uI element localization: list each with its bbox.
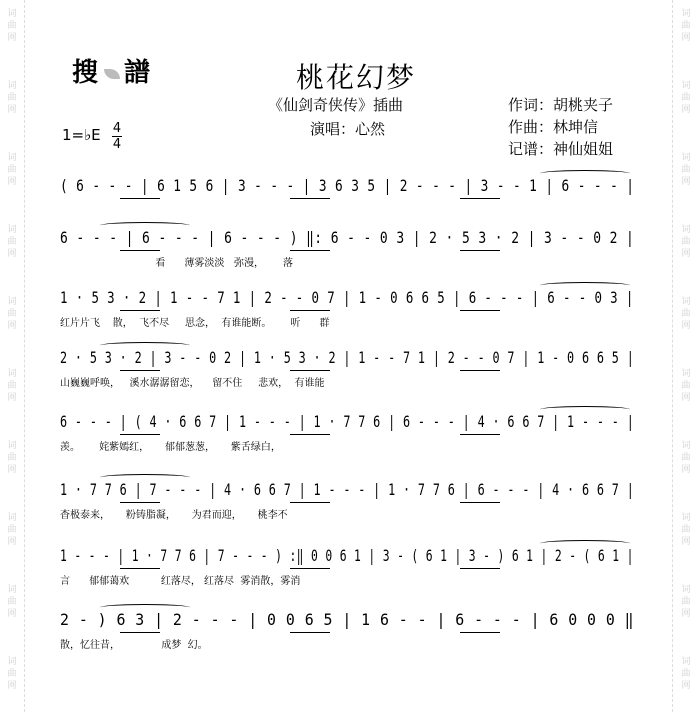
score-row-lyrics: 看 薄雾淡淡 弥漫， 落 <box>60 258 294 269</box>
watermark-group <box>7 584 16 620</box>
watermark-char: 曲 <box>7 309 17 319</box>
beam-line <box>460 250 500 251</box>
score-row-notes: 1 · 5 3 · 2 | 1 - - 7 1 | 2 - - 0 7 | 1 - 0 6 6 5 | 6 - - - | 6 - - 0 3 | <box>60 288 634 307</box>
watermark-group <box>7 440 16 476</box>
tie-mark <box>100 222 190 229</box>
watermark-char: 曲 <box>7 597 17 607</box>
watermark-char: 词 <box>7 513 17 523</box>
logo-right-text: 譜 <box>124 58 153 88</box>
watermark-char: 网 <box>7 321 17 331</box>
watermark-char: 曲 <box>681 237 691 247</box>
watermark-group <box>7 152 16 188</box>
logo <box>72 52 152 89</box>
tie-mark <box>540 406 630 413</box>
watermark-char: 网 <box>681 465 691 475</box>
watermark-left <box>3 0 21 712</box>
beam-line <box>120 198 160 199</box>
score-row-notes: 1 · 7 7 6 | 7 - - - | 4 · 6 6 7 | 1 - - - | 1 · 7 7 6 | 6 - - - | 4 · 6 6 7 | <box>60 480 635 499</box>
watermark-char: 词 <box>7 297 17 307</box>
key-signature: 1=♭E <box>62 126 101 144</box>
watermark-char: 曲 <box>681 597 691 607</box>
watermark-char: 词 <box>7 369 17 379</box>
watermark-group <box>681 8 690 44</box>
watermark-group <box>681 368 690 404</box>
watermark-char: 词 <box>681 9 691 19</box>
watermark-group <box>7 8 16 44</box>
beam-line <box>460 198 500 199</box>
watermark-char: 网 <box>7 177 17 187</box>
score-row-lyrics: 散，忆往昔， 成梦 幻。 <box>60 640 208 651</box>
beam-line <box>460 632 500 633</box>
score-row-lyrics: 言 郁郁蔼欢 红落尽， 红落尽 雾消散，雾消 <box>60 576 301 587</box>
watermark-char: 词 <box>681 369 691 379</box>
watermark-char: 曲 <box>681 453 691 463</box>
watermark-char: 词 <box>7 657 17 667</box>
beam-line <box>290 310 330 311</box>
beam-line <box>290 632 330 633</box>
tie-mark <box>540 170 630 177</box>
watermark-char: 词 <box>681 657 691 667</box>
right-margin-line <box>672 0 673 712</box>
beam-line <box>120 434 160 435</box>
score-row-lyrics: 杳极泰来， 粉铸脂凝， 为君而迎， 桃李不 <box>60 510 288 521</box>
time-signature-top: 4 <box>112 121 122 136</box>
tie-mark <box>100 604 190 611</box>
watermark-char: 曲 <box>681 21 691 31</box>
watermark-group <box>7 224 16 260</box>
time-signature-bottom: 4 <box>112 137 122 152</box>
watermark-char: 词 <box>7 225 17 235</box>
watermark-char: 词 <box>681 297 691 307</box>
beam-line <box>460 568 500 569</box>
logo-left-text: 搜 <box>72 58 101 88</box>
watermark-char: 词 <box>681 81 691 91</box>
watermark-char: 曲 <box>7 525 17 535</box>
watermark-group <box>7 296 16 332</box>
score-row-notes: 6 - - - | 6 - - - | 6 - - - ) ‖: 6 - - 0 3 | 2 · 5 3 · 2 | 3 - - 0 2 | <box>60 228 635 247</box>
watermark-char: 网 <box>681 33 691 43</box>
watermark-char: 曲 <box>7 93 17 103</box>
watermark-right <box>677 0 695 712</box>
watermark-char: 网 <box>7 33 17 43</box>
watermark-char: 网 <box>681 393 691 403</box>
watermark-char: 网 <box>681 609 691 619</box>
watermark-group <box>681 440 690 476</box>
watermark-char: 网 <box>681 321 691 331</box>
watermark-group <box>681 584 690 620</box>
watermark-char: 网 <box>7 609 17 619</box>
tie-mark <box>100 474 190 481</box>
watermark-char: 曲 <box>7 21 17 31</box>
time-signature <box>112 122 122 151</box>
watermark-char: 曲 <box>681 381 691 391</box>
watermark-char: 网 <box>7 393 17 403</box>
watermark-char: 词 <box>681 513 691 523</box>
singer: 演唱：心然 <box>310 120 386 138</box>
watermark-char: 网 <box>7 249 17 259</box>
watermark-group <box>681 512 690 548</box>
watermark-char: 词 <box>7 441 17 451</box>
beam-line <box>290 434 330 435</box>
score-row-notes: 6 - - - | ( 4 · 6 6 7 | 1 - - - | 1 · 7 7 6 | 6 - - - | 4 · 6 6 7 | 1 - - - | <box>60 412 635 431</box>
tie-mark <box>100 342 190 349</box>
beam-line <box>120 370 160 371</box>
watermark-char: 词 <box>681 225 691 235</box>
watermark-char: 曲 <box>7 381 17 391</box>
watermark-char: 曲 <box>681 669 691 679</box>
beam-line <box>120 310 160 311</box>
watermark-group <box>7 656 16 692</box>
watermark-char: 曲 <box>681 165 691 175</box>
watermark-group <box>7 80 16 116</box>
watermark-char: 词 <box>681 585 691 595</box>
tie-mark <box>540 540 630 547</box>
transcriber: 记谱：神仙姐姐 <box>508 140 614 158</box>
lyricist: 作词：胡桃夹子 <box>508 96 614 114</box>
watermark-char: 词 <box>681 153 691 163</box>
beam-line <box>460 370 500 371</box>
watermark-group <box>681 80 690 116</box>
watermark-group <box>7 512 16 548</box>
watermark-group <box>681 152 690 188</box>
watermark-char: 词 <box>7 585 17 595</box>
watermark-char: 网 <box>7 465 17 475</box>
score-row-lyrics: 羡。 姹紫嫣红， 郁郁葱葱， 紫舌绿白， <box>60 442 281 453</box>
watermark-char: 曲 <box>681 93 691 103</box>
beam-line <box>120 502 160 503</box>
watermark-char: 网 <box>681 537 691 547</box>
beam-line <box>460 310 500 311</box>
watermark-char: 曲 <box>7 165 17 175</box>
beam-line <box>120 632 160 633</box>
watermark-group <box>681 296 690 332</box>
watermark-group <box>681 656 690 692</box>
beam-line <box>120 250 160 251</box>
watermark-char: 网 <box>681 105 691 115</box>
watermark-char: 网 <box>681 249 691 259</box>
left-margin-line <box>24 0 25 712</box>
watermark-char: 曲 <box>681 525 691 535</box>
tie-mark <box>540 282 630 289</box>
beam-line <box>460 502 500 503</box>
watermark-char: 词 <box>7 9 17 19</box>
subtitle: 《仙剑奇侠传》插曲 <box>268 96 404 114</box>
score-row-lyrics: 山巍巍呼唤， 溪水潺潺留恋， 留不住 悲欢， 有谁能 <box>60 378 325 389</box>
watermark-char: 曲 <box>7 453 17 463</box>
watermark-char: 曲 <box>7 237 17 247</box>
score-row-notes: 2 - ) 6 3 | 2 - - - | 0 0 6 5 | 1 6 - - | 6 - - - | 6 0 0 0 ‖ <box>60 610 635 629</box>
composer: 作曲：林坤信 <box>508 118 599 136</box>
watermark-char: 网 <box>7 105 17 115</box>
beam-line <box>290 370 330 371</box>
beam-line <box>290 250 330 251</box>
score-row-notes: 2 · 5 3 · 2 | 3 - - 0 2 | 1 · 5 3 · 2 | 1 - - 7 1 | 2 - - 0 7 | 1 - 0 6 6 5 | <box>60 348 635 367</box>
watermark-group <box>7 368 16 404</box>
watermark-char: 词 <box>681 441 691 451</box>
beam-line <box>120 568 160 569</box>
beam-line <box>290 198 330 199</box>
watermark-char: 曲 <box>681 309 691 319</box>
watermark-group <box>681 224 690 260</box>
score-row-lyrics: 红片片飞 散， 飞不尽 思念， 有谁能断。 听 群 <box>60 318 330 329</box>
watermark-char: 词 <box>7 153 17 163</box>
watermark-char: 网 <box>7 681 17 691</box>
watermark-char: 曲 <box>7 669 17 679</box>
score-row-notes: ( 6 - - - | 6 1 5 6 | 3 - - - | 3 6 3 5 | 2 - - - | 3 - - 1 | 6 - - - | <box>60 176 635 195</box>
score-row-notes: 1 - - - | 1 · 7 7 6 | 7 - - - ) :‖ 0 0 6 1 | 3 - ( 6 1 | 3 - ) 6 1 | 2 - ( 6 1 | <box>60 546 634 565</box>
beam-line <box>290 568 330 569</box>
watermark-char: 网 <box>681 681 691 691</box>
song-title: 桃花幻梦 <box>296 61 417 94</box>
leaf-icon <box>104 69 120 79</box>
beam-line <box>460 434 500 435</box>
watermark-char: 词 <box>7 81 17 91</box>
watermark-char: 网 <box>7 537 17 547</box>
watermark-char: 网 <box>681 177 691 187</box>
beam-line <box>290 502 330 503</box>
